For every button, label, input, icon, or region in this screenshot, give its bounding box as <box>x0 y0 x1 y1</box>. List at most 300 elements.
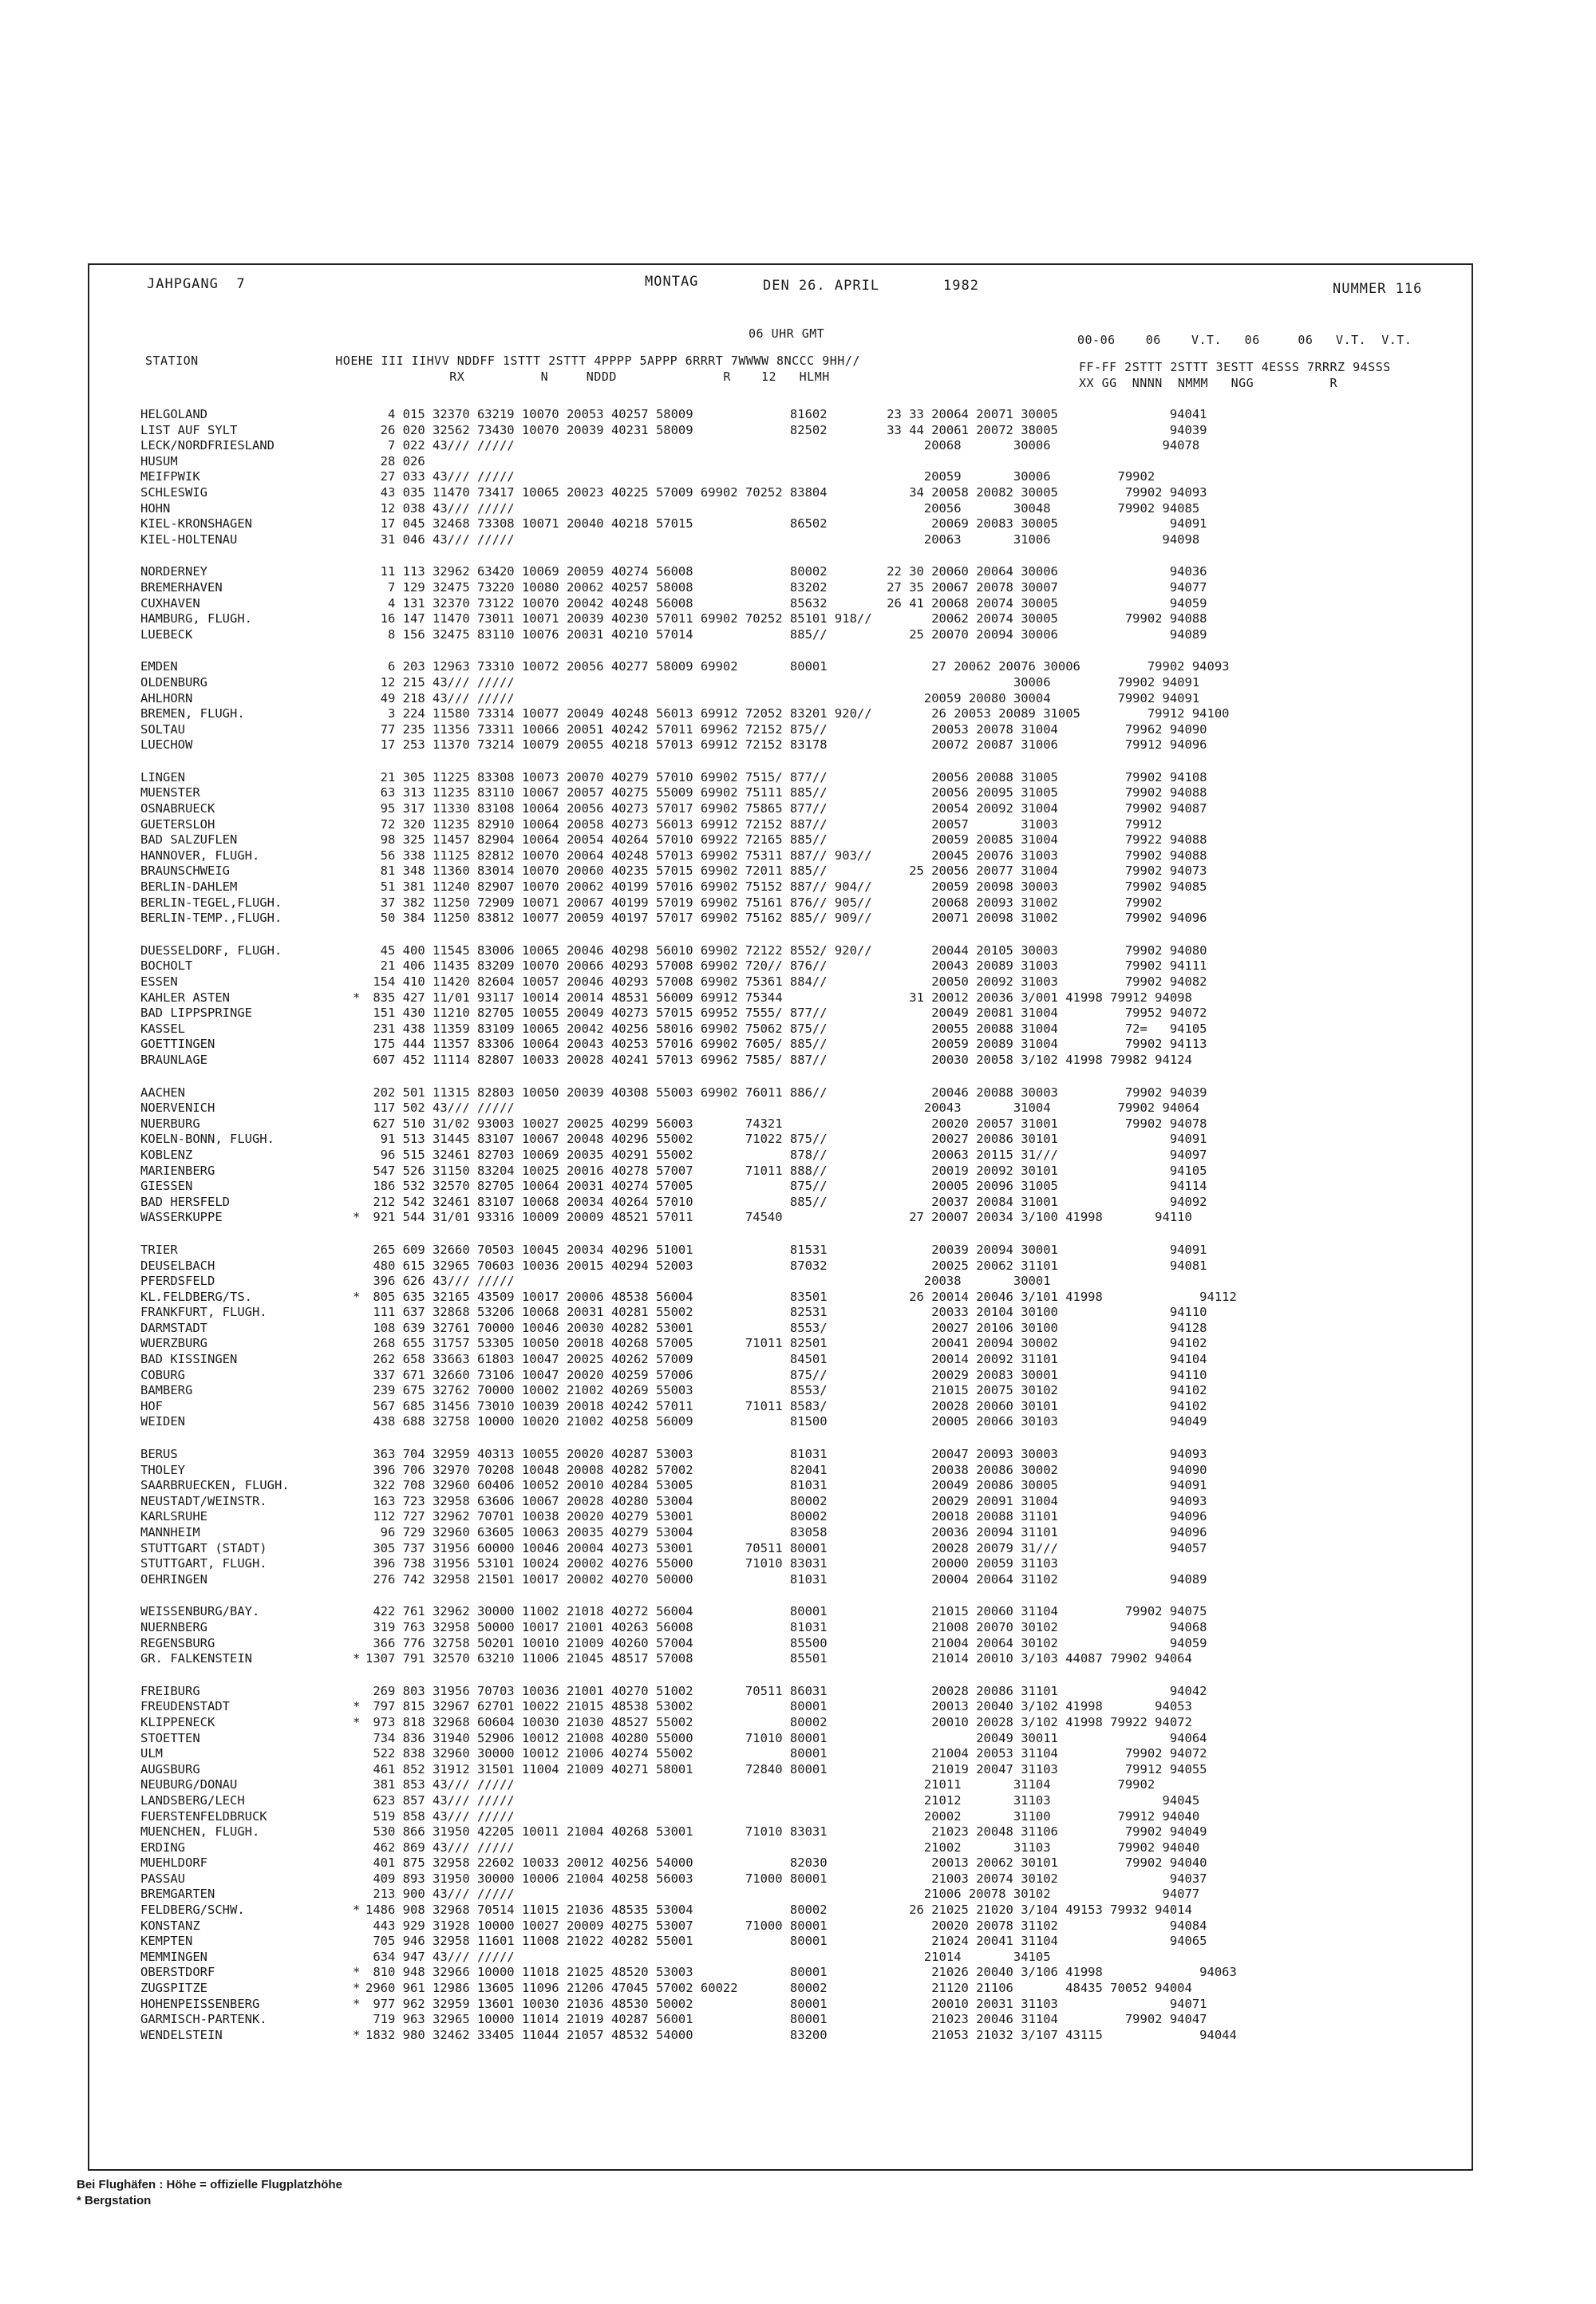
station-name: FREUDENSTADT <box>140 1699 230 1714</box>
column-header-right-1: FF-FF 2STTT 2STTT 3ESTT 4ESSS 7RRRZ 94SSS <box>1079 360 1391 374</box>
station-name: OSNABRUECK <box>140 801 215 816</box>
station-name: HOHENPEISSENBERG <box>140 1996 260 2011</box>
station-row <box>140 1006 1481 1022</box>
station-row <box>140 864 1481 879</box>
station-observation-data: 95 317 11330 83108 10064 20056 40273 57017 69902 75865 877// 20054 20092 31004 79902 94087 <box>365 801 1207 816</box>
station-name: SCHLESWIG <box>140 484 207 500</box>
mountain-station-mark <box>353 1746 365 1762</box>
mountain-station-mark <box>353 485 365 501</box>
station-observation-data: 268 655 31757 53305 10050 20018 40268 57005 71011 82501 20041 20094 30002 94102 <box>365 1336 1207 1351</box>
station-name: BAD HERSFELD <box>140 1194 230 1209</box>
station-name: BREMGARTEN <box>140 1887 215 1902</box>
group-spacer <box>140 642 1481 659</box>
station-row <box>140 1383 1481 1399</box>
station-observation-data: 21 305 11225 83308 10073 20070 40279 57010 69902 7515/ 877// 20056 20088 31005 79902 94108 <box>365 769 1207 784</box>
station-name: AHLHORN <box>140 690 193 705</box>
station-observation-data: 21 406 11435 83209 10070 20066 40293 57008 69902 720// 876// 20043 20089 31003 79902 94111 <box>365 958 1207 974</box>
station-observation-data: 12 215 43/// ///// 30006 79902 94091 <box>365 674 1200 690</box>
station-observation-data: 16 147 11470 73011 10071 20039 40230 57011 69902 70252 85101 918// 20062 20074 30005 79902 94088 <box>365 611 1207 626</box>
station-name: FREIBURG <box>140 1683 200 1698</box>
station-name: HOHN <box>140 500 171 516</box>
station-name: BAD LIPPSPRINGE <box>140 1006 252 1021</box>
station-observation-data: 186 532 32570 82705 10064 20031 40274 57005 875// 20005 20096 31005 94114 <box>365 1179 1207 1194</box>
station-name: KL.FELDBERG/TS. <box>140 1289 252 1304</box>
station-row <box>140 423 1481 439</box>
mountain-station-mark <box>353 1855 365 1871</box>
station-name: BOCHOLT <box>140 958 193 974</box>
station-observation-data: 8 156 32475 83110 10076 20031 40210 57014 885// 25 20070 20094 30006 94089 <box>365 626 1207 642</box>
station-row <box>140 848 1481 864</box>
mountain-station-mark: * <box>353 1965 361 1980</box>
mountain-station-mark <box>353 1414 365 1430</box>
station-row <box>140 1164 1481 1180</box>
station-row <box>140 1179 1481 1195</box>
station-name: KOBLENZ <box>140 1147 193 1162</box>
station-observation-data: 151 430 11210 82705 10055 20049 40273 57015 69952 7555/ 877// 20049 20081 31004 79952 94072 <box>365 1006 1207 1021</box>
station-name: KARLSRUHE <box>140 1509 207 1524</box>
station-row <box>140 974 1481 990</box>
station-name: PASSAU <box>140 1871 185 1886</box>
station-observation-data: 401 875 32958 22602 10033 20012 40256 54000 82030 20013 20062 30101 79902 94040 <box>365 1855 1207 1871</box>
station-row <box>140 532 1481 548</box>
station-row <box>140 1352 1481 1368</box>
station-row <box>140 1871 1481 1887</box>
mountain-station-mark <box>353 943 365 959</box>
station-row <box>140 2028 1481 2044</box>
station-table <box>140 407 1481 2043</box>
station-observation-data: 31 046 43/// ///// 20063 31006 94098 <box>365 532 1200 547</box>
group-spacer <box>140 927 1481 943</box>
station-row <box>140 1399 1481 1415</box>
station-observation-data: 1486 908 32968 70514 11015 21036 48535 53004 80002 26 21025 21020 3/104 49153 79932 94014 <box>365 1903 1192 1918</box>
station-observation-data: 111 637 32868 53206 10068 20031 40281 55002 82531 20033 20104 30100 94110 <box>365 1305 1207 1320</box>
station-row <box>140 770 1481 786</box>
station-row <box>140 691 1481 707</box>
station-name: BERUS <box>140 1447 178 1462</box>
station-row <box>140 1494 1481 1510</box>
station-observation-data: 977 962 32959 13601 10030 21036 48530 50002 80001 20010 20031 31103 94071 <box>365 1996 1207 2011</box>
station-name: LUEBECK <box>140 626 193 642</box>
station-row <box>140 1699 1481 1715</box>
station-row <box>140 1840 1481 1856</box>
station-name: SOLTAU <box>140 721 185 737</box>
station-name: HUSUM <box>140 453 178 468</box>
station-observation-data: 530 866 31950 42205 10011 21004 40268 53001 71010 83031 21023 20048 31106 79902 94049 <box>365 1824 1207 1840</box>
mountain-station-mark <box>353 1871 365 1887</box>
mountain-station-mark <box>353 1274 365 1290</box>
mountain-station-mark <box>353 848 365 864</box>
station-observation-data: 72 320 11235 82910 10064 20058 40273 56013 69912 72152 887// 20057 31003 79912 <box>365 816 1163 832</box>
station-name: KONSTANZ <box>140 1918 200 1933</box>
station-row <box>140 1509 1481 1525</box>
station-name: FRANKFURT, FLUGH. <box>140 1305 267 1320</box>
station-row <box>140 454 1481 470</box>
station-observation-data: 305 737 31956 60000 10046 20004 40273 53001 70511 80001 20028 20079 31/// 94057 <box>365 1540 1207 1555</box>
station-row <box>140 1414 1481 1430</box>
station-observation-data: 607 452 11114 82807 10033 20028 40241 57013 69962 7585/ 887// 20030 20058 3/102 41998 79982 94124 <box>365 1052 1192 1067</box>
station-observation-data: 112 727 32962 70701 10038 20020 40279 53001 80002 20018 20088 31101 94096 <box>365 1509 1207 1524</box>
station-name: KOELN-BONN, FLUGH. <box>140 1132 275 1147</box>
station-observation-data: 45 400 11545 83006 10065 20046 40298 56010 69902 72122 8552/ 920// 20044 20105 30003 79902 94080 <box>365 943 1207 958</box>
station-name: NORDERNEY <box>140 564 207 579</box>
station-observation-data: 705 946 32958 11601 11008 21022 40282 55001 80001 21024 20041 31104 94065 <box>365 1934 1207 1949</box>
station-row <box>140 1855 1481 1871</box>
station-name: WEISSENBURG/BAY. <box>140 1604 260 1619</box>
station-row <box>140 1336 1481 1352</box>
station-row <box>140 801 1481 817</box>
station-row <box>140 1447 1481 1463</box>
station-observation-data: 28 026 <box>365 453 425 468</box>
station-name: OLDENBURG <box>140 674 207 690</box>
station-row <box>140 1997 1481 2013</box>
mountain-station-mark: * <box>353 2027 361 2042</box>
station-name: KAHLER ASTEN <box>140 990 230 1005</box>
station-observation-data: 810 948 32966 10000 11018 21025 48520 53003 80001 21026 20040 3/106 41998 94063 <box>365 1965 1237 1980</box>
mountain-station-mark <box>353 2012 365 2028</box>
mountain-station-mark <box>353 1525 365 1541</box>
station-row <box>140 1210 1481 1226</box>
mountain-station-mark: * <box>353 990 361 1005</box>
mountain-station-mark <box>353 1731 365 1747</box>
station-name: AACHEN <box>140 1085 185 1100</box>
station-name: STOETTEN <box>140 1730 200 1745</box>
station-observation-data: 438 688 32758 10000 10020 21002 40258 56009 81500 20005 20066 30103 94049 <box>365 1414 1207 1429</box>
station-row <box>140 832 1481 848</box>
station-observation-data: 319 763 32958 50000 10017 21001 40263 56008 81031 21008 20070 30102 94068 <box>365 1619 1207 1634</box>
station-row <box>140 911 1481 927</box>
mountain-station-mark <box>353 737 365 753</box>
station-name: STUTTGART (STADT) <box>140 1540 267 1555</box>
station-observation-data: 269 803 31956 70703 10036 21001 40270 51002 70511 86031 20028 20086 31101 94042 <box>365 1683 1207 1698</box>
station-observation-data: 7 022 43/// ///// 20068 30006 94078 <box>365 438 1200 453</box>
station-observation-data: 719 963 32965 10000 11014 21019 40287 56001 80001 21023 20046 31104 79902 94047 <box>365 2012 1207 2027</box>
station-name: WUERZBURG <box>140 1336 207 1351</box>
station-name: BERLIN-TEGEL,FLUGH. <box>140 895 282 910</box>
station-name: KIEL-KRONSHAGEN <box>140 516 252 532</box>
mountain-station-mark <box>353 611 365 627</box>
station-observation-data: 96 729 32960 63605 10063 20035 40279 53004 83058 20036 20094 31101 94096 <box>365 1525 1207 1539</box>
mountain-station-mark <box>353 1085 365 1101</box>
station-observation-data: 322 708 32960 60406 10052 20010 40284 53005 81031 20049 20086 30005 94091 <box>365 1478 1207 1493</box>
station-observation-data: 63 313 11235 83110 10067 20057 40275 55009 69902 75111 885// 20056 20095 31005 79902 94088 <box>365 785 1207 800</box>
mountain-station-mark: * <box>353 1210 361 1225</box>
station-row <box>140 1321 1481 1337</box>
report-date: DEN 26. APRIL <box>763 278 880 294</box>
group-spacer <box>140 753 1481 770</box>
mountain-station-mark: * <box>353 1699 361 1714</box>
mountain-station-mark <box>353 1919 365 1934</box>
mountain-station-mark <box>353 564 365 580</box>
station-observation-data: 17 045 32468 73308 10071 20040 40218 57015 86502 20069 20083 30005 94091 <box>365 516 1207 532</box>
station-name: LUECHOW <box>140 737 193 753</box>
station-row <box>140 1305 1481 1321</box>
station-observation-data: 973 818 32968 60604 10030 21030 48527 55002 80002 20010 20028 3/102 41998 79922 94072 <box>365 1714 1192 1729</box>
mountain-station-mark <box>353 454 365 470</box>
station-name: FUERSTENFELDBRUCK <box>140 1808 267 1824</box>
mountain-station-mark <box>353 1934 365 1950</box>
mountain-station-mark <box>353 675 365 691</box>
station-row <box>140 2012 1481 2028</box>
station-row <box>140 1243 1481 1259</box>
footnote-mountain: * Bergstation <box>77 2194 152 2207</box>
station-row <box>140 785 1481 801</box>
issue-number: NUMMER 116 <box>1333 281 1423 297</box>
mountain-station-mark <box>353 627 365 643</box>
mountain-station-mark <box>353 423 365 439</box>
station-row <box>140 1715 1481 1731</box>
mountain-station-mark <box>353 1101 365 1116</box>
station-observation-data: 175 444 11357 83306 10064 20043 40253 57016 69902 7605/ 885// 20059 20089 31004 79902 94113 <box>365 1037 1207 1052</box>
station-row <box>140 1746 1481 1762</box>
station-row <box>140 1824 1481 1840</box>
station-observation-data: 96 515 32461 82703 10069 20035 40291 55002 878// 20063 20115 31/// 94097 <box>365 1147 1207 1162</box>
mountain-station-mark <box>353 895 365 911</box>
station-row <box>140 564 1481 580</box>
station-row <box>140 1478 1481 1494</box>
group-spacer <box>140 1667 1481 1684</box>
station-name: ZUGSPITZE <box>140 1981 207 1996</box>
station-observation-data: 627 510 31/02 93003 10027 20025 40299 56003 74321 20020 20057 31001 79902 94078 <box>365 1116 1207 1131</box>
station-observation-data: 4 015 32370 63219 10070 20053 40257 58009 81602 23 33 20064 20071 30005 94041 <box>365 407 1207 421</box>
station-observation-data: 7 129 32475 73220 10080 20062 40257 58008 83202 27 35 20067 20078 30007 94077 <box>365 579 1207 595</box>
mountain-station-mark <box>353 1684 365 1700</box>
station-observation-data: 81 348 11360 83014 10070 20060 40235 57015 69902 72011 885// 25 20056 20077 31004 79902 94073 <box>365 864 1207 879</box>
station-row <box>140 1148 1481 1164</box>
station-observation-data: 276 742 32958 21501 10017 20002 40270 50000 81031 20004 20064 31102 94089 <box>365 1571 1207 1587</box>
column-header-row-1: STATION HOEHE III IIHVV NDDFF 1STTT 2STTT 4PPPP 5APPP 6RRRT 7WWWW 8NCCC 9HH// <box>145 354 860 368</box>
station-observation-data: 265 609 32660 70503 10045 20034 40296 51001 81531 20039 20094 30001 94091 <box>365 1242 1207 1257</box>
station-observation-data: 108 639 32761 70000 10046 20030 40282 53001 8553/ 20027 20106 30100 94128 <box>365 1320 1207 1335</box>
station-observation-data: 805 635 32165 43509 10017 20006 48538 56004 83501 26 20014 20046 3/101 41998 94112 <box>365 1289 1237 1304</box>
mountain-station-mark <box>353 1006 365 1022</box>
station-name: GUETERSLOH <box>140 816 215 832</box>
station-name: BREMEN, FLUGH. <box>140 706 245 721</box>
station-row <box>140 990 1481 1006</box>
station-row <box>140 943 1481 959</box>
station-observation-data: 734 836 31940 52906 10012 21008 40280 55000 71010 80001 20049 30011 94064 <box>365 1730 1207 1745</box>
station-row <box>140 1037 1481 1053</box>
station-observation-data: 462 869 43/// ///// 21002 31103 79902 94040 <box>365 1840 1200 1855</box>
mountain-station-mark <box>353 770 365 786</box>
station-name: TRIER <box>140 1242 178 1257</box>
station-name: BRAUNLAGE <box>140 1052 207 1067</box>
station-name: WEIDEN <box>140 1414 185 1429</box>
station-name: DUESSELDORF, FLUGH. <box>140 943 282 958</box>
station-name: MEIFPWIK <box>140 469 200 484</box>
mountain-station-mark <box>353 1762 365 1778</box>
mountain-station-mark <box>353 659 365 675</box>
mountain-station-mark <box>353 1478 365 1494</box>
station-observation-data: 921 544 31/01 93316 10009 20009 48521 57011 74540 27 20007 20034 3/100 41998 94110 <box>365 1210 1192 1225</box>
station-row <box>140 1195 1481 1211</box>
mountain-station-mark <box>353 1541 365 1557</box>
station-observation-data: 50 384 11250 83812 10077 20059 40197 57017 69902 75162 885// 909// 20071 20098 31002 79902 94096 <box>365 911 1207 926</box>
station-name: NOERVENICH <box>140 1101 215 1116</box>
station-observation-data: 396 706 32970 70208 10048 20008 40282 57002 82041 20038 20086 30002 94090 <box>365 1462 1207 1477</box>
station-observation-data: 366 776 32758 50201 10010 21009 40260 57004 85500 21004 20064 30102 94059 <box>365 1635 1207 1650</box>
mountain-station-mark <box>353 1037 365 1053</box>
station-name: STUTTGART, FLUGH. <box>140 1556 267 1571</box>
station-name: MUENCHEN, FLUGH. <box>140 1824 260 1840</box>
station-row <box>140 1903 1481 1919</box>
station-name: BRAUNSCHWEIG <box>140 864 230 879</box>
mountain-station-mark <box>353 1840 365 1856</box>
station-row <box>140 1636 1481 1652</box>
station-name: ESSEN <box>140 974 178 989</box>
mountain-station-mark <box>353 974 365 990</box>
station-observation-data: 1832 980 32462 33405 11044 21057 48532 54000 83200 21053 21032 3/107 43115 94044 <box>365 2027 1237 2042</box>
station-name: REGENSBURG <box>140 1635 215 1650</box>
mountain-station-mark <box>353 1824 365 1840</box>
station-name: MEMMINGEN <box>140 1949 207 1964</box>
station-observation-data: 634 947 43/// ///// 21014 34105 <box>365 1949 1051 1964</box>
station-observation-data: 461 852 31912 31501 11004 21009 40271 58001 72840 80001 21019 20047 31103 79912 94055 <box>365 1761 1207 1776</box>
station-row <box>140 627 1481 643</box>
station-name: LIST AUF SYLT <box>140 422 238 437</box>
mountain-station-mark <box>353 1777 365 1793</box>
station-row <box>140 1934 1481 1950</box>
station-name: NUERNBERG <box>140 1619 207 1634</box>
station-row <box>140 737 1481 753</box>
mountain-station-mark <box>353 1352 365 1368</box>
mountain-station-mark <box>353 1447 365 1463</box>
mountain-station-mark <box>353 1243 365 1259</box>
mountain-station-mark <box>353 1164 365 1180</box>
mountain-station-mark <box>353 1336 365 1352</box>
mountain-station-mark <box>353 438 365 454</box>
station-row <box>140 879 1481 895</box>
station-name: LANDSBERG/LECH <box>140 1792 245 1808</box>
footnote-airports: Bei Flughäfen : Höhe = offizielle Flugplatzhöhe <box>77 2178 342 2191</box>
station-name: BAD SALZUFLEN <box>140 832 238 848</box>
station-row <box>140 1132 1481 1148</box>
mountain-station-mark: * <box>353 1903 361 1918</box>
station-observation-data: 547 526 31150 83204 10025 20016 40278 57007 71011 888// 20019 20092 30101 94105 <box>365 1163 1207 1178</box>
station-name: MANNHEIM <box>140 1525 200 1539</box>
station-observation-data: 409 893 31950 30000 10006 21004 40258 56003 71000 80001 21003 20074 30102 94037 <box>365 1871 1207 1886</box>
group-spacer <box>140 1587 1481 1604</box>
station-observation-data: 27 033 43/// ///// 20059 30006 79902 <box>365 469 1156 484</box>
station-name: BREMERHAVEN <box>140 579 223 595</box>
station-observation-data: 117 502 43/// ///// 20043 31004 79902 94064 <box>365 1101 1200 1116</box>
station-observation-data: 3 224 11580 73314 10077 20049 40248 56013 69912 72052 83201 920// 26 20053 20089 31005 79912 94100 <box>365 706 1230 721</box>
station-observation-data: 381 853 43/// ///// 21011 31104 79902 <box>365 1777 1156 1792</box>
station-name: WENDELSTEIN <box>140 2027 223 2042</box>
mountain-station-mark <box>353 1620 365 1636</box>
mountain-station-mark <box>353 469 365 485</box>
station-observation-data: 262 658 33663 61803 10047 20025 40262 57009 84501 20014 20092 31101 94104 <box>365 1352 1207 1367</box>
mountain-station-mark <box>353 1259 365 1275</box>
station-observation-data: 797 815 32967 62701 10022 21015 48538 53002 80001 20013 20040 3/102 41998 94053 <box>365 1699 1192 1714</box>
mountain-station-mark: * <box>353 1981 361 1996</box>
station-name: GIESSEN <box>140 1179 193 1194</box>
mountain-station-mark <box>353 1399 365 1415</box>
station-observation-data: 522 838 32960 30000 10012 21006 40274 55002 80001 21004 20053 31104 79902 94072 <box>365 1746 1207 1761</box>
station-row <box>140 1965 1481 1981</box>
station-row <box>140 1981 1481 1997</box>
station-row <box>140 1572 1481 1588</box>
station-name: AUGSBURG <box>140 1761 200 1776</box>
station-row <box>140 407 1481 423</box>
station-name: GR. FALKENSTEIN <box>140 1651 252 1666</box>
mountain-station-mark <box>353 580 365 596</box>
station-name: EMDEN <box>140 659 178 674</box>
station-observation-data: 1307 791 32570 63210 11006 21045 48517 57008 85501 21014 20010 3/103 44087 79902 94064 <box>365 1651 1192 1666</box>
mountain-station-mark <box>353 801 365 817</box>
station-row <box>140 1604 1481 1620</box>
mountain-station-mark <box>353 501 365 517</box>
station-observation-data: 480 615 32965 70603 10036 20015 40294 52003 87032 20025 20062 31101 94081 <box>365 1258 1207 1273</box>
station-row <box>140 675 1481 691</box>
mountain-station-mark <box>353 1053 365 1069</box>
station-observation-data: 163 723 32958 63606 10067 20028 40280 53004 80002 20029 20091 31004 94093 <box>365 1493 1207 1508</box>
station-name: WASSERKUPPE <box>140 1210 223 1225</box>
station-observation-data: 17 253 11370 73214 10079 20055 40218 57013 69912 72152 83178 20072 20087 31006 79912 94096 <box>365 737 1207 753</box>
station-row <box>140 438 1481 454</box>
station-observation-data: 154 410 11420 82604 10057 20046 40293 57008 69902 75361 884// 20050 20092 31003 79902 94082 <box>365 974 1207 989</box>
station-name: CUXHAVEN <box>140 595 200 611</box>
station-name: COBURG <box>140 1367 185 1382</box>
mountain-station-mark <box>353 691 365 707</box>
station-observation-data: 4 131 32370 73122 10070 20042 40248 56008 85632 26 41 20068 20074 30005 94059 <box>365 595 1207 611</box>
station-row <box>140 1116 1481 1132</box>
station-observation-data: 51 381 11240 82907 10070 20062 40199 57016 69902 75152 887// 904// 20059 20098 30003 79902 94085 <box>365 879 1207 895</box>
station-row <box>140 1053 1481 1069</box>
mountain-station-mark <box>353 832 365 848</box>
station-row <box>140 1022 1481 1037</box>
mountain-station-mark <box>353 1604 365 1620</box>
station-row <box>140 469 1481 485</box>
mountain-station-mark <box>353 1305 365 1321</box>
station-row <box>140 1368 1481 1384</box>
station-name: ERDING <box>140 1840 185 1855</box>
mountain-station-mark <box>353 532 365 548</box>
station-row <box>140 1541 1481 1557</box>
mountain-station-mark <box>353 1572 365 1588</box>
mountain-station-mark: * <box>353 1714 361 1729</box>
column-group-right: 00-06 06 V.T. 06 06 V.T. V.T. <box>1077 333 1412 347</box>
mountain-station-mark <box>353 911 365 927</box>
mountain-station-mark <box>353 1494 365 1510</box>
mountain-station-mark <box>353 1556 365 1572</box>
mountain-station-mark <box>353 879 365 895</box>
station-name: KIEL-HOLTENAU <box>140 532 238 547</box>
station-row <box>140 1777 1481 1793</box>
observation-time: 06 UHR GMT <box>749 326 825 341</box>
station-name: OEHRINGEN <box>140 1571 207 1587</box>
station-name: HANNOVER, FLUGH. <box>140 848 260 863</box>
station-name: BERLIN-DAHLEM <box>140 879 238 895</box>
station-observation-data: 49 218 43/// ///// 20059 20080 30004 79902 94091 <box>365 690 1200 705</box>
station-name: GOETTINGEN <box>140 1037 215 1052</box>
group-spacer <box>140 1069 1481 1085</box>
mountain-station-mark <box>353 1509 365 1525</box>
mountain-station-mark <box>353 785 365 801</box>
station-row <box>140 722 1481 738</box>
station-observation-data: 202 501 11315 82803 10050 20039 40308 55003 69902 76011 886// 20046 20088 30003 79902 94039 <box>365 1085 1207 1100</box>
station-row <box>140 1259 1481 1275</box>
station-name: LINGEN <box>140 769 185 784</box>
station-row <box>140 1887 1481 1903</box>
mountain-station-mark <box>353 1636 365 1652</box>
station-observation-data: 443 929 31928 10000 10027 20009 40275 53007 71000 80001 20020 20078 31102 94084 <box>365 1918 1207 1933</box>
station-row <box>140 1290 1481 1306</box>
group-spacer <box>140 1430 1481 1447</box>
station-row <box>140 580 1481 596</box>
station-observation-data: 6 203 12963 73310 10072 20056 40277 58009 69902 80001 27 20062 20076 30006 79902 94093 <box>365 659 1230 674</box>
station-row <box>140 895 1481 911</box>
station-row <box>140 1809 1481 1825</box>
